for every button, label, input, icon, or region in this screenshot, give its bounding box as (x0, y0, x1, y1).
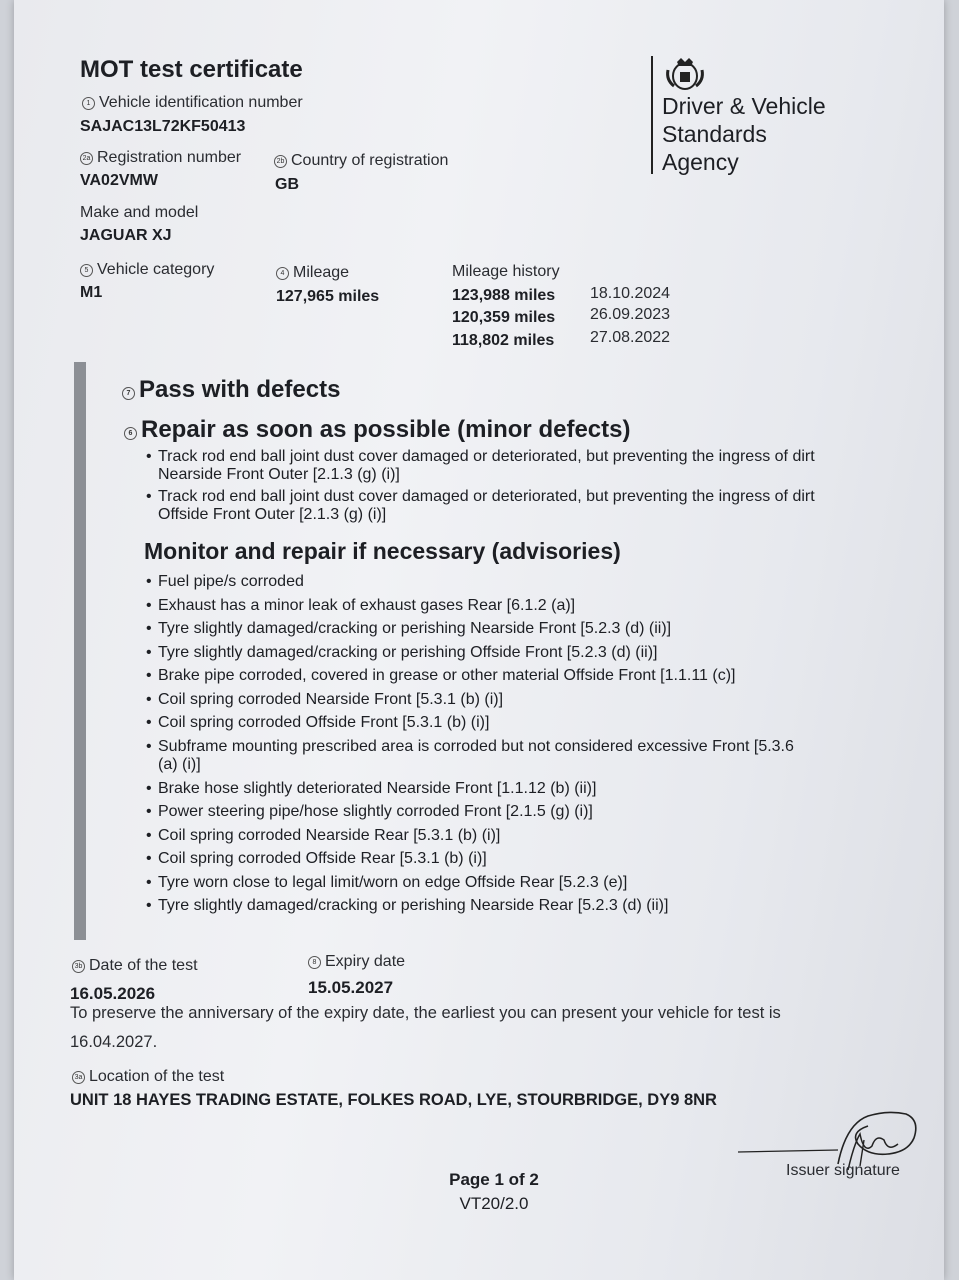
vin-label-text: Vehicle identification number (99, 94, 303, 111)
certificate-page (14, 0, 944, 1280)
agency-divider (651, 56, 653, 174)
list-item (144, 448, 868, 484)
anniversary-note-line-2: 16.04.2027. (70, 1033, 158, 1051)
vin-value: SAJAC13L72KF50413 (80, 118, 246, 135)
list-item: • Coil spring corroded Nearside Rear [5.3.1 (b) (i)] (144, 827, 868, 851)
mileage-label (276, 264, 349, 282)
list-item: • Brake hose slightly deteriorated Nearside Front [1.1.12 (b) (ii)] (144, 780, 868, 804)
list-item: • Brake pipe corroded, covered in grease or other material Offside Front [1.1.11 (c)] (144, 667, 868, 691)
page-title: MOT test certificate (80, 56, 303, 83)
history-date-1: 18.10.2024 (590, 285, 671, 302)
history-miles-3: 118,802 miles (452, 332, 555, 349)
field-number: 3b (72, 960, 85, 973)
field-number: 3a (72, 1071, 85, 1084)
agency-line-1: Driver & Vehicle (662, 93, 826, 119)
agency-line-2: Standards (662, 121, 767, 147)
expiry-date-value: 15.05.2027 (308, 978, 394, 997)
field-number: 4 (276, 267, 289, 280)
defect-text: • Track rod end ball joint dust cover damaged or deteriorated, but preventing the ingress of dirt (158, 448, 815, 465)
mileage-history-label: Mileage history (452, 263, 560, 280)
history-date-2: 26.09.2023 (590, 306, 671, 323)
anniversary-note (70, 1004, 930, 1052)
advisories-list (144, 573, 868, 921)
page-number: Page 1 of 2 (449, 1170, 539, 1189)
result-heading-text: Pass with defects (139, 376, 341, 403)
signature-label: Issuer signature (786, 1162, 900, 1179)
location-label (72, 1068, 224, 1086)
vin-label (82, 94, 303, 112)
test-date-label-text: Date of the test (89, 957, 198, 974)
list-item: • Coil spring corroded Nearside Front [5.3.1 (b) (i)] (144, 691, 868, 715)
country-label-text: Country of registration (291, 152, 449, 169)
list-item: • Exhaust has a minor leak of exhaust gases Rear [6.1.2 (a)] (144, 597, 868, 621)
list-item (144, 738, 868, 780)
country-label (274, 152, 448, 170)
field-number: 2b (274, 155, 287, 168)
anniversary-note-line-1: To preserve the anniversary of the expiry date, the earliest you can present your vehicle for test is (70, 1004, 781, 1022)
list-item: • Tyre slightly damaged/cracking or perishing Offside Front [5.2.3 (d) (ii)] (144, 644, 868, 668)
expiry-date-label (308, 953, 405, 971)
royal-crest-icon (662, 56, 708, 92)
list-item: • Coil spring corroded Offside Front [5.3.1 (b) (i)] (144, 714, 868, 738)
list-item: • Coil spring corroded Offside Rear [5.3.1 (b) (i)] (144, 850, 868, 874)
history-miles-1: 123,988 miles (452, 287, 556, 304)
defect-location: Nearside Front Outer [2.1.3 (g) (i)] (158, 466, 400, 483)
field-number: 2a (80, 152, 93, 165)
minor-defects-heading-text: Repair as soon as possible (minor defects) (141, 416, 631, 443)
category-value: M1 (80, 284, 103, 301)
expiry-date-label-text: Expiry date (325, 953, 406, 970)
agency-line-3: Agency (662, 149, 739, 175)
registration-label (80, 149, 241, 167)
field-number: 7 (122, 387, 135, 400)
minor-defects-list (144, 448, 868, 524)
advisory-continuation: (a) (i)] (158, 755, 201, 773)
mileage-value: 127,965 miles (276, 288, 380, 305)
field-number: 5 (80, 264, 93, 277)
form-code: VT20/2.0 (459, 1194, 529, 1213)
test-date-value: 16.05.2026 (70, 984, 156, 1003)
advisory-text: • Subframe mounting prescribed area is corroded but not considered excessive Front [5.3.6 (158, 737, 794, 755)
minor-defects-heading (124, 416, 630, 444)
list-item: • Power steering pipe/hose slightly corroded Front [2.1.5 (g) (i)] (144, 803, 868, 827)
defect-text: • Track rod end ball joint dust cover damaged or deteriorated, but preventing the ingress of dirt (158, 488, 815, 505)
list-item: • Tyre slightly damaged/cracking or perishing Nearside Rear [5.2.3 (d) (ii)] (144, 897, 868, 921)
list-item: • Tyre worn close to legal limit/worn on edge Offside Rear [5.2.3 (e)] (144, 874, 868, 898)
category-label (80, 261, 214, 279)
field-number: 8 (308, 956, 321, 969)
advisories-heading: Monitor and repair if necessary (advisories) (144, 538, 621, 564)
mileage-label-text: Mileage (293, 264, 350, 281)
result-heading (122, 376, 340, 404)
field-number: 1 (82, 97, 95, 110)
history-miles-2: 120,359 miles (452, 309, 556, 326)
category-label-text: Vehicle category (97, 261, 215, 278)
field-number: 6 (124, 427, 137, 440)
registration-value: VA02VMW (80, 172, 158, 189)
result-sidebar-bar (74, 362, 86, 940)
make-model-label: Make and model (80, 204, 199, 221)
test-date-label (72, 957, 198, 975)
country-value: GB (275, 176, 299, 193)
agency-name (662, 92, 826, 176)
defect-location: Offside Front Outer [2.1.3 (g) (i)] (158, 506, 387, 523)
list-item: • Tyre slightly damaged/cracking or perishing Nearside Front [5.2.3 (d) (ii)] (144, 620, 868, 644)
list-item: • Fuel pipe/s corroded (144, 573, 868, 597)
history-date-3: 27.08.2022 (590, 329, 671, 346)
make-model-value: JAGUAR XJ (80, 227, 172, 244)
location-value: UNIT 18 HAYES TRADING ESTATE, FOLKES ROAD, LYE, STOURBRIDGE, DY9 8NR (70, 1091, 717, 1109)
location-label-text: Location of the test (89, 1068, 225, 1085)
list-item (144, 488, 868, 524)
registration-label-text: Registration number (97, 149, 242, 166)
